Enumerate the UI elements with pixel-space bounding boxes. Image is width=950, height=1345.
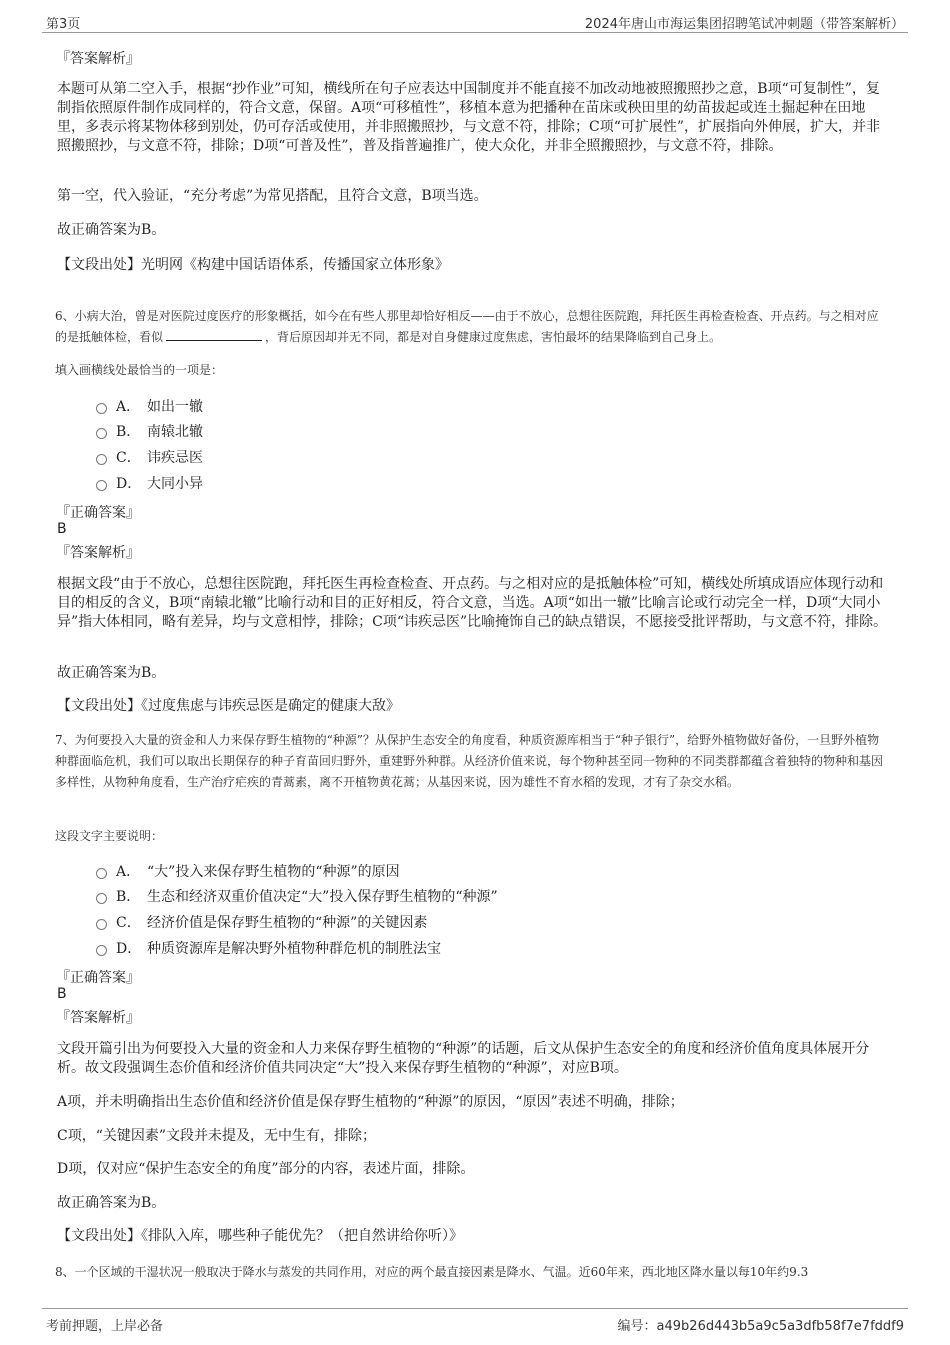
radio-icon[interactable] [96, 945, 107, 956]
q7-option-a[interactable]: A． “大”投入来保存野生植物的“种源”的原因 [96, 860, 400, 882]
q6-analysis-label: 『答案解析』 [56, 545, 140, 561]
q7-analysis-label: 『答案解析』 [56, 1010, 140, 1026]
q7-analysis-option-c: C项，“关键因素”文段并未提及，无中生有，排除； [57, 1128, 377, 1144]
q5-analysis-verify: 第一空，代入验证，“充分考虑”为常见搭配，且符合文意，B项当选。 [57, 188, 488, 204]
radio-icon[interactable] [96, 480, 107, 491]
page-header [42, 10, 908, 33]
q6-prompt: 填入画横线处最恰当的一项是： [55, 363, 224, 377]
q7-correct-label: 『正确答案』 [56, 970, 140, 986]
q6-option-b[interactable]: B． 南辕北辙 [96, 420, 203, 442]
radio-icon[interactable] [96, 428, 107, 439]
q6-correct-answer: B [57, 521, 67, 537]
q6-option-c[interactable]: C． 讳疾忌医 [96, 446, 203, 468]
q7-correct-answer: B [57, 986, 67, 1002]
q6-answer-conclusion: 故正确答案为B。 [57, 665, 166, 681]
radio-icon[interactable] [96, 893, 107, 904]
q7-analysis-paragraph: 文段开篇引出为何要投入大量的资金和人力来保存野生植物的“种源”的话题，后文从保护生态安全的角度和经济价值角度具体展开分析。故文段强调生态价值和经济价值共同决定“大”投入来保存野生植物的“种源”，对应B项。 [57, 1041, 870, 1076]
q7-analysis-option-a: A项，并未明确指出生态价值和经济价值是保存野生植物的“种源”的原因，“原因”表述不明确，排除； [57, 1094, 684, 1110]
page-footer [42, 1308, 908, 1339]
q6-source: 【文段出处】《过度焦虑与讳疾忌医是确定的健康大敌》 [57, 698, 400, 714]
q7-option-d[interactable]: D． 种质资源库是解决野外植物种群危机的制胜法宝 [96, 937, 441, 959]
q7-answer-conclusion: 故正确答案为B。 [57, 1195, 166, 1211]
q7-source: 【文段出处】《排队入库，哪些种子能优先？（把自然讲给你听）》 [57, 1228, 463, 1244]
radio-icon[interactable] [96, 868, 107, 879]
footer-slogan: 考前押题，上岸必备 [46, 1319, 164, 1334]
q7-option-c[interactable]: C． 经济价值是保存野生植物的“种源”的关键因素 [96, 911, 427, 933]
q5-answer-conclusion: 故正确答案为B。 [57, 222, 166, 238]
document-title: 2024年唐山市海运集团招聘笔试冲刺题（带答案解析） [584, 17, 904, 32]
q6-fill-blank [166, 327, 262, 341]
radio-icon[interactable] [96, 454, 107, 465]
q6-analysis-paragraph: 根据文段“由于不放心，总想往医院跑，拜托医生再检查检查、开点药。与之相对应的是抵触体检”可知，横线处所填成语应体现行动和目的相反的含义，B项“南辕北辙”比喻行动和目的正好相反，符合文意，当选。A项“如出一辙”比喻言论或行动完全一样，D项“大同小异”指大体相同，略有差异，均与文意相悖，排除；C项“讳疾忌医”比喻掩饰自己的缺点错误，不愿接受批评帮助，与文意不符，排除。 [57, 576, 888, 630]
q7-analysis-option-d: D项，仅对应“保护生态安全的角度”部分的内容，表述片面，排除。 [57, 1161, 475, 1177]
radio-icon[interactable] [96, 919, 107, 930]
q7-option-b[interactable]: B． 生态和经济双重价值决定“大”投入保存野生植物的“种源” [96, 885, 498, 907]
radio-icon[interactable] [96, 403, 107, 414]
q6-option-d[interactable]: D． 大同小异 [96, 472, 203, 494]
q6-stem: 6、小病大治，曾是对医院过度医疗的形象概括，如今在有些人那里却恰好相反——由于不放心，总想往医院跑，拜托医生再检查检查、开点药。与之相对应的是抵触体检，看似 ，背后原因却并无不同，都是对自身健康过度焦虑，害怕最坏的结果降临到自己身上。 [55, 309, 879, 344]
q5-analysis-label: 『答案解析』 [56, 51, 140, 67]
q6-option-a[interactable]: A． 如出一辙 [96, 395, 203, 417]
q7-prompt: 这段文字主要说明： [55, 829, 164, 843]
q6-correct-label: 『正确答案』 [56, 505, 140, 521]
q5-source: 【文段出处】光明网《构建中国话语体系，传播国家立体形象》 [57, 257, 449, 273]
q7-stem: 7、为何要投入大量的资金和人力来保存野生植物的“种源”？从保护生态安全的角度看，种质资源库相当于“种子银行”，给野外植物做好备份，一旦野外植物种群面临危机，我们可以取出长期保存的种子育苗回归野外，重建野外种群。从经济价值来说，每个物种甚至同一物种的不同类群都蕴含着独特的物种和基因多样性，从物种角度看，生产治疗疟疾的青蒿素，离不开植物黄花蒿；从基因来说，因为雄性不育水稻的发现，才有了杂交水稻。 [55, 733, 884, 789]
page-number: 第3页 [46, 17, 81, 32]
q5-analysis-paragraph: 本题可从第二空入手，根据“抄作业”可知，横线所在句子应表达中国制度并不能直接不加改动地被照搬照抄之意，B项“可复制性”，复制指依照原件制作成同样的，符合文意，保留。A项“可移植性”，移植本意为把播种在苗床或秧田里的幼苗拔起或连土掘起种在田地里，多表示将某物体移到别处，仍可存活或使用，并非照搬照抄，与文意不符，排除；C项“可扩展性”，扩展指向外伸展，扩大，并非照搬照抄，与文意不符，排除；D项“可普及性”，普及指普遍推广，使大众化，并非全照搬照抄，与文意不符，排除。 [57, 81, 881, 154]
q8-stem: 8、一个区域的干湿状况一般取决于降水与蒸发的共同作用，对应的两个最直接因素是降水、气温。近60年来，西北地区降水量以每10年约9.3 [55, 1265, 809, 1279]
document-code: 编号：a49b26d443b5a9c5a3dfb58f7e7fddf9 [617, 1319, 904, 1334]
